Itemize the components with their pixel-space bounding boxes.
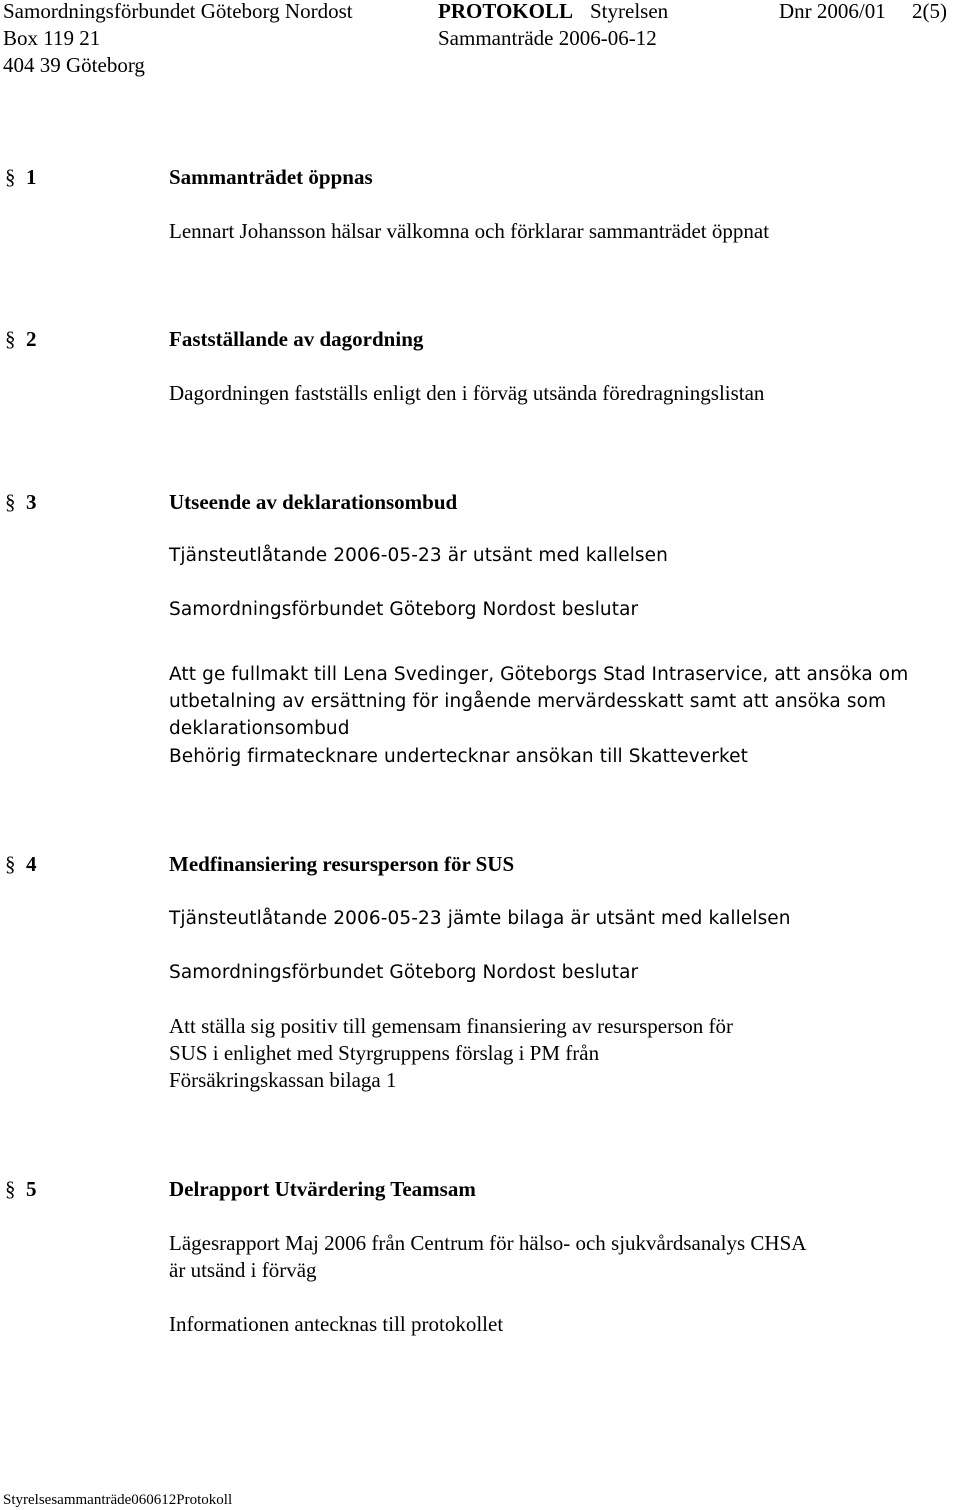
section-sign: § xyxy=(5,490,16,514)
decision-line: Att ge fullmakt till Lena Svedinger, Göteborgs Stad Intraservice, att ansöka om xyxy=(169,664,909,685)
decision-line: SUS i enlighet med Styrgruppens förslag i PM från xyxy=(169,1041,600,1065)
page-number: 2(5) xyxy=(912,0,947,23)
section-number: 3 xyxy=(26,490,37,514)
decision-intro: Samordningsförbundet Göteborg Nordost beslutar xyxy=(169,599,639,620)
doc-type: PROTOKOLL xyxy=(438,0,573,23)
decision-intro: Samordningsförbundet Göteborg Nordost beslutar xyxy=(169,962,639,983)
org-postal-address: 404 39 Göteborg xyxy=(3,53,145,77)
decision-line: deklarationsombud xyxy=(169,718,350,739)
decision-line: Behörig firmatecknare undertecknar ansökan till Skatteverket xyxy=(169,746,748,767)
section-text: Tjänsteutlåtande 2006-05-23 är utsänt med kallelsen xyxy=(169,545,668,566)
section-title: Medfinansiering resursperson för SUS xyxy=(169,852,515,876)
org-name: Samordningsförbundet Göteborg Nordost xyxy=(3,0,353,23)
section-number: 5 xyxy=(26,1177,37,1201)
section-note: Informationen antecknas till protokollet xyxy=(169,1312,504,1336)
footer-filename: Styrelsesammanträde060612Protokoll xyxy=(3,1492,233,1508)
section-title: Delrapport Utvärdering Teamsam xyxy=(169,1177,476,1201)
section-text: Lennart Johansson hälsar välkomna och förklarar sammanträdet öppnat xyxy=(169,219,770,243)
org-box-address: Box 119 21 xyxy=(3,26,101,50)
section-text: Dagordningen fastställs enligt den i förväg utsända föredragningslistan xyxy=(169,381,765,405)
section-number: 1 xyxy=(26,165,37,189)
doc-body: Styrelsen xyxy=(590,0,669,23)
section-text-line: Lägesrapport Maj 2006 från Centrum för hälso- och sjukvårdsanalys CHSA xyxy=(169,1231,807,1255)
section-title: Utseende av deklarationsombud xyxy=(169,490,458,514)
section-sign: § xyxy=(5,165,16,189)
section-number: 4 xyxy=(26,852,37,876)
section-title: Fastställande av dagordning xyxy=(169,327,424,351)
dnr: Dnr 2006/01 xyxy=(779,0,886,23)
section-title: Sammanträdet öppnas xyxy=(169,165,373,189)
section-text-line: är utsänd i förväg xyxy=(169,1258,317,1282)
section-sign: § xyxy=(5,852,16,876)
decision-line: utbetalning av ersättning för ingående mervärdesskatt samt att ansöka som xyxy=(169,691,887,712)
section-sign: § xyxy=(5,1177,16,1201)
decision-line: Försäkringskassan bilaga 1 xyxy=(169,1068,397,1092)
section-text: Tjänsteutlåtande 2006-05-23 jämte bilaga är utsänt med kallelsen xyxy=(169,908,791,929)
decision-line: Att ställa sig positiv till gemensam finansiering av resursperson för xyxy=(169,1014,733,1038)
section-sign: § xyxy=(5,327,16,351)
section-number: 2 xyxy=(26,327,37,351)
meeting-date: Sammanträde 2006-06-12 xyxy=(438,26,657,50)
